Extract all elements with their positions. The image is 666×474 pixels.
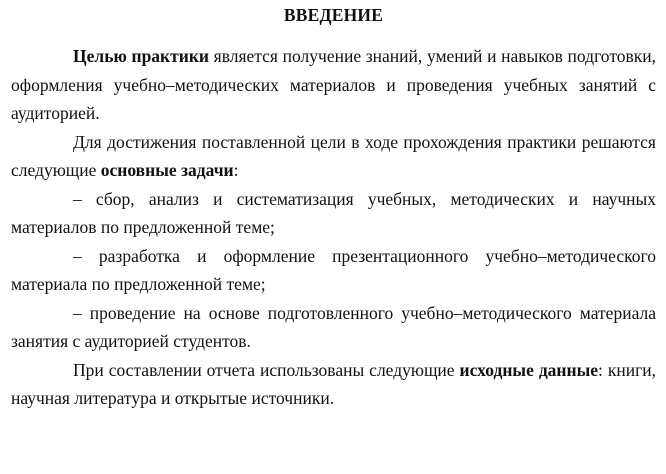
paragraph-source-data	[11, 356, 656, 413]
paragraph-goal	[11, 42, 656, 128]
tasks-bold-term: основные задачи	[100, 160, 234, 180]
task-item-3: – проведение на основе подготовленного учебно–методического материала занятия с аудиторией студентов.	[11, 302, 656, 351]
section-title: ВВЕДЕНИЕ	[283, 5, 384, 25]
source-intro-text: При составлении отчета использованы следующие	[73, 359, 460, 380]
tasks-intro-text: Для достижения поставленной цели в ходе прохождения практики решаются следующие	[11, 131, 656, 180]
task-item-1: – сбор, анализ и систематизация учебных, методических и научных материалов по предложенной теме;	[11, 188, 656, 237]
goal-text: является получение знаний, умений и навыков подготовки, оформления учебно–методических материалов и проведения учебных занятий с аудиторией.	[11, 46, 656, 123]
source-text: : книги, научная литература и открытые источники.	[11, 359, 656, 408]
task-item-2: – разработка и оформление презентационного учебно–методического материала по предложенной теме;	[11, 245, 656, 294]
goal-bold-term: Целью практики	[73, 46, 209, 66]
source-bold-term: исходные данные	[459, 359, 599, 380]
paragraph-tasks-intro	[11, 128, 656, 185]
tasks-intro-colon: :	[233, 160, 239, 180]
